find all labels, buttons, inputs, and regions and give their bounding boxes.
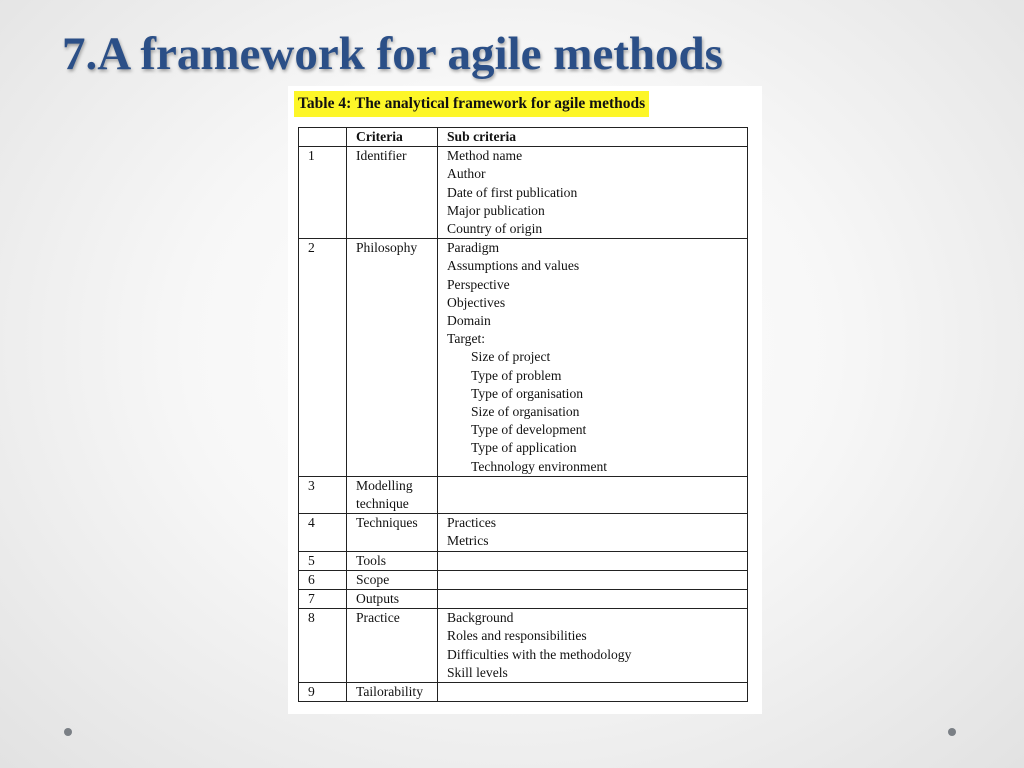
header-sub-criteria: Sub criteria [438,128,748,147]
header-criteria: Criteria [347,128,438,147]
sub-criteria-item: Perspective [447,276,510,292]
nav-dot-right [948,728,956,736]
nav-dot-left [64,728,72,736]
table-row [299,551,748,570]
sub-criteria-item: Type of application [471,440,577,456]
sub-criteria-item: Type of development [471,422,587,438]
criteria-cell [347,551,438,570]
table-row [299,609,748,683]
sub-criteria-item: Assumptions and values [447,258,580,274]
criteria-text: Identifier [356,148,407,164]
row-number: 9 [299,683,347,702]
table-row [299,590,748,609]
table-row [299,147,748,239]
sub-criteria-item: Country of origin [447,221,543,237]
table-row [299,570,748,589]
criteria-text: technique [356,496,409,512]
criteria-text: Philosophy [356,240,418,256]
criteria-cell [347,609,438,683]
sub-criteria-item: Size of organisation [471,404,580,420]
sub-criteria-item: Background [447,610,514,626]
slide-title: 7.A framework for agile methods [62,28,723,80]
sub-criteria-item: Domain [447,313,491,329]
table-row [299,514,748,551]
table-header-row [299,128,748,147]
sub-criteria-cell [438,590,748,609]
row-number: 3 [299,476,347,513]
criteria-cell [347,514,438,551]
sub-criteria-cell [438,514,748,551]
table-body [299,147,748,702]
row-number: 7 [299,590,347,609]
header-number [299,128,347,147]
sub-criteria-cell [438,551,748,570]
sub-criteria-item: Technology environment [471,458,608,474]
criteria-text: Modelling [356,477,413,493]
criteria-cell [347,476,438,513]
sub-criteria-item: Author [447,166,486,182]
sub-criteria-item: Metrics [447,533,489,549]
sub-criteria-item: Target: [447,331,486,347]
table-row [299,476,748,513]
row-number: 4 [299,514,347,551]
table-caption: Table 4: The analytical framework for agile methods [294,91,649,117]
criteria-cell [347,683,438,702]
criteria-text: Tools [356,552,387,568]
row-number: 6 [299,570,347,589]
row-number: 5 [299,551,347,570]
sub-criteria-item: Method name [447,148,523,164]
framework-table-figure [288,86,762,714]
criteria-cell [347,147,438,239]
sub-criteria-item: Paradigm [447,240,500,256]
table-row [299,683,748,702]
sub-criteria-cell [438,239,748,477]
row-number: 8 [299,609,347,683]
sub-criteria-item: Type of organisation [471,385,584,401]
sub-criteria-item: Type of problem [471,367,562,383]
sub-criteria-cell [438,476,748,513]
sub-criteria-cell [438,683,748,702]
row-number: 2 [299,239,347,477]
criteria-text: Tailorability [356,684,423,700]
criteria-text: Scope [356,571,390,587]
sub-criteria-item: Objectives [447,294,506,310]
criteria-cell [347,239,438,477]
sub-criteria-cell [438,147,748,239]
sub-criteria-item: Size of project [471,349,551,365]
sub-criteria-item: Difficulties with the methodology [447,646,632,662]
sub-criteria-item: Date of first publication [447,184,578,200]
criteria-text: Outputs [356,591,400,607]
sub-criteria-item: Major publication [447,202,545,218]
sub-criteria-cell [438,609,748,683]
framework-table [298,127,748,702]
sub-criteria-cell [438,570,748,589]
sub-criteria-item: Skill levels [447,664,508,680]
sub-criteria-item: Practices [447,515,497,531]
table-row [299,239,748,477]
sub-criteria-item: Roles and responsibilities [447,628,587,644]
criteria-cell [347,570,438,589]
criteria-cell [347,590,438,609]
criteria-text: Practice [356,610,400,626]
row-number: 1 [299,147,347,239]
criteria-text: Techniques [356,515,418,531]
